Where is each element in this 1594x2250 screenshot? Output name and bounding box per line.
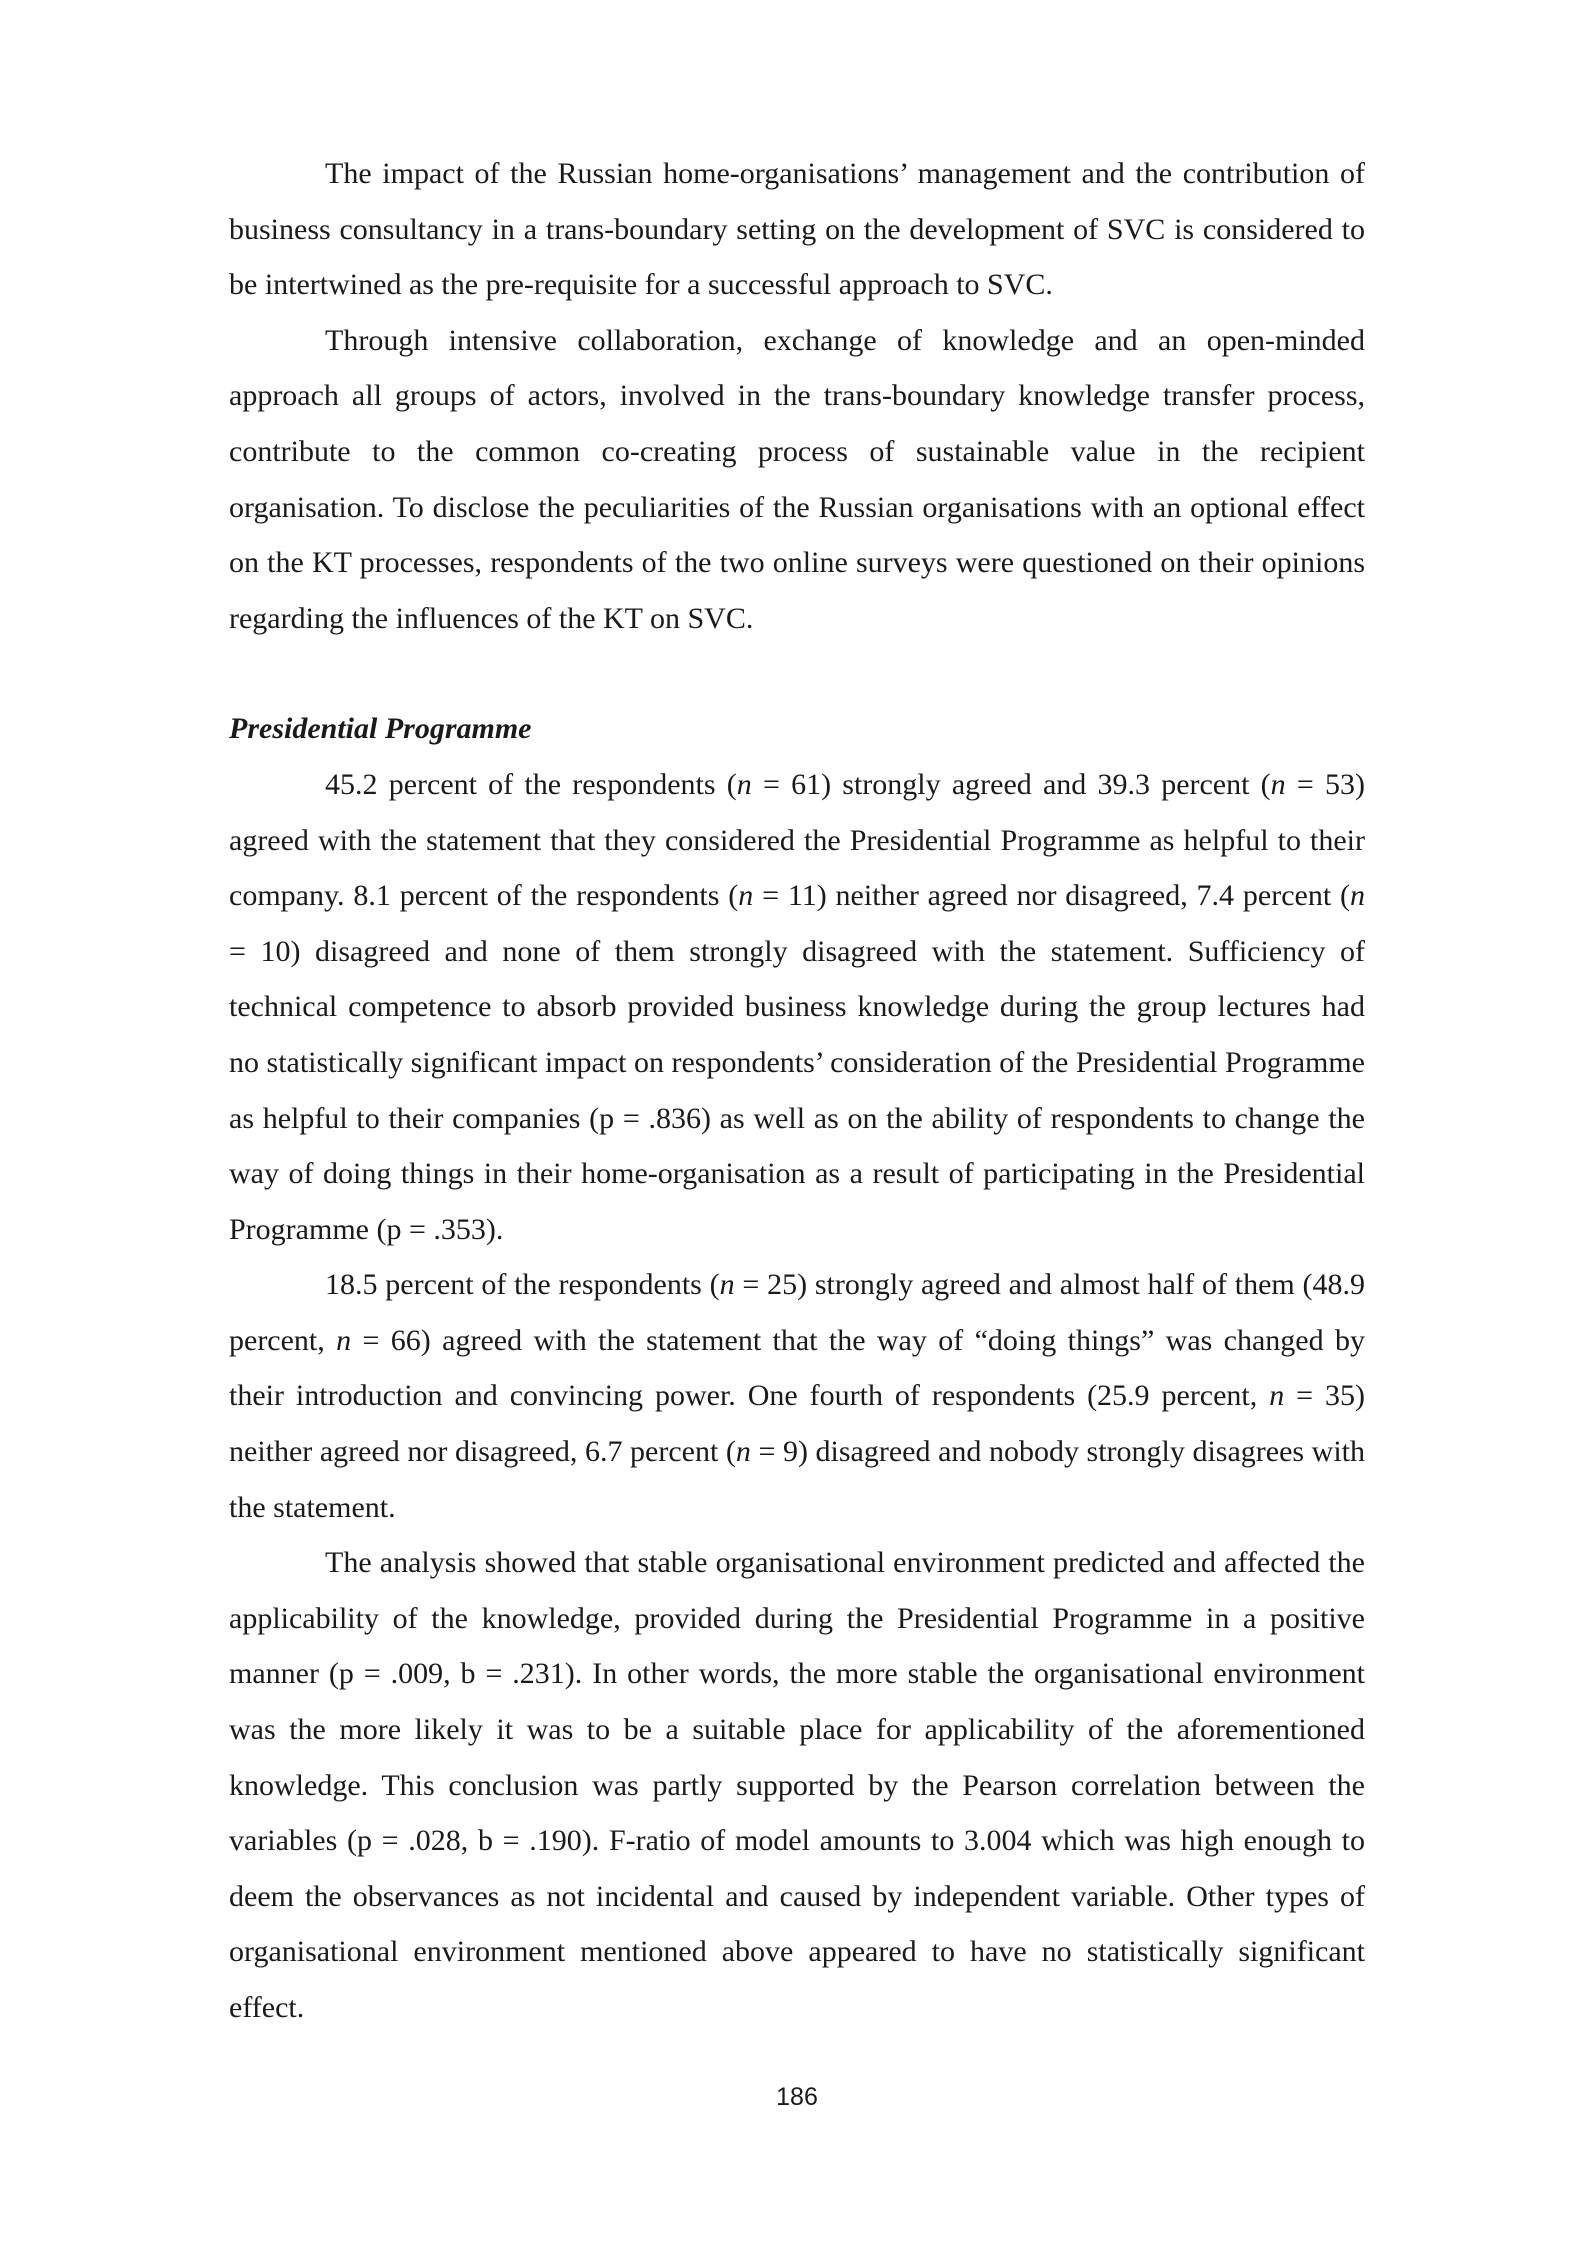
text-run: = 61) strongly agreed and 39.3 percent ( xyxy=(751,767,1271,801)
text-run: 45.2 percent of the respondents ( xyxy=(325,767,737,801)
text-run: = 66) agreed with the statement that the way of “doing things” was changed by their introduction and convincing power. One fourth of respondents (25.9 percent, xyxy=(229,1323,1365,1413)
sample-size-symbol: n xyxy=(1269,1379,1285,1413)
text-run: = 25) strongly agreed and almost half of them (48.9 percent, xyxy=(229,1268,1365,1357)
paragraph-intro-1: The impact of the Russian home-organisations’ management and the contribution of business consultancy in a trans-boundary setting on the development of SVC is considered to be intertwined as the pre-requisite for a successful approach to SVC. xyxy=(229,157,1365,302)
paragraph-survey-results-2 xyxy=(229,1257,1365,1535)
section-heading: Presidential Programme xyxy=(229,712,532,746)
sample-size-symbol: n xyxy=(735,1435,751,1469)
text-run: = 35) neither agreed nor disagreed, 6.7 percent ( xyxy=(229,1379,1366,1469)
sample-size-symbol: n xyxy=(336,1323,352,1357)
text-run: = 11) neither agreed nor disagreed, 7.4 percent ( xyxy=(753,879,1350,913)
sample-size-symbol: n xyxy=(1350,879,1365,913)
text-run: = 10) disagreed and none of them strongly disagreed with the statement. Sufficiency of technical competence to absorb provided business knowledge during the group lectures had no statistically significant impact on respondents’ consideration of the Presidential Programme as helpful to their companies (p = .836) as well as on the ability of respondents to change the way of doing things in their home-organisation as a result of participating in the Presidential Programme (p = .353). xyxy=(229,934,1365,1246)
page-body xyxy=(229,146,1365,2036)
paragraph-intro-2: Through intensive collaboration, exchange of knowledge and an open-minded approach all groups of actors, involved in the trans-boundary knowledge transfer process, contribute to the common co-creating process of sustainable value in the recipient organisation. To disclose the peculiarities of the Russian organisations with an optional effect on the KT processes, respondents of the two online surveys were questioned on their opinions regarding the influences of the KT on SVC. xyxy=(229,323,1365,635)
text-run: = 9) disagreed and nobody strongly disagrees with the statement. xyxy=(229,1435,1365,1524)
text-run: 18.5 percent of the respondents ( xyxy=(325,1268,720,1302)
paragraph-survey-results-1 xyxy=(229,757,1365,1257)
text-run: = 53) agreed with the statement that they considered the Presidential Programme as helpful to their company. 8.1 percent of the respondents ( xyxy=(229,767,1365,913)
page-number: 186 xyxy=(776,2083,818,2111)
sample-size-symbol: n xyxy=(1270,767,1286,801)
sample-size-symbol: n xyxy=(719,1268,735,1302)
sample-size-symbol: n xyxy=(736,767,752,801)
sample-size-symbol: n xyxy=(738,879,754,913)
paragraph-analysis: The analysis showed that stable organisational environment predicted and affected the applicability of the knowledge, provided during the Presidential Programme in a positive manner (p = .009, b = .231). In other words, the more stable the organisational environment was the more likely it was to be a suitable place for applicability of the aforementioned knowledge. This conclusion was partly supported by the Pearson correlation between the variables (p = .028, b = .190). F-ratio of model amounts to 3.004 which was high enough to deem the observances as not incidental and caused by independent variable. Other types of organisational environment mentioned above appeared to have no statistically significant effect. xyxy=(229,1546,1365,2024)
